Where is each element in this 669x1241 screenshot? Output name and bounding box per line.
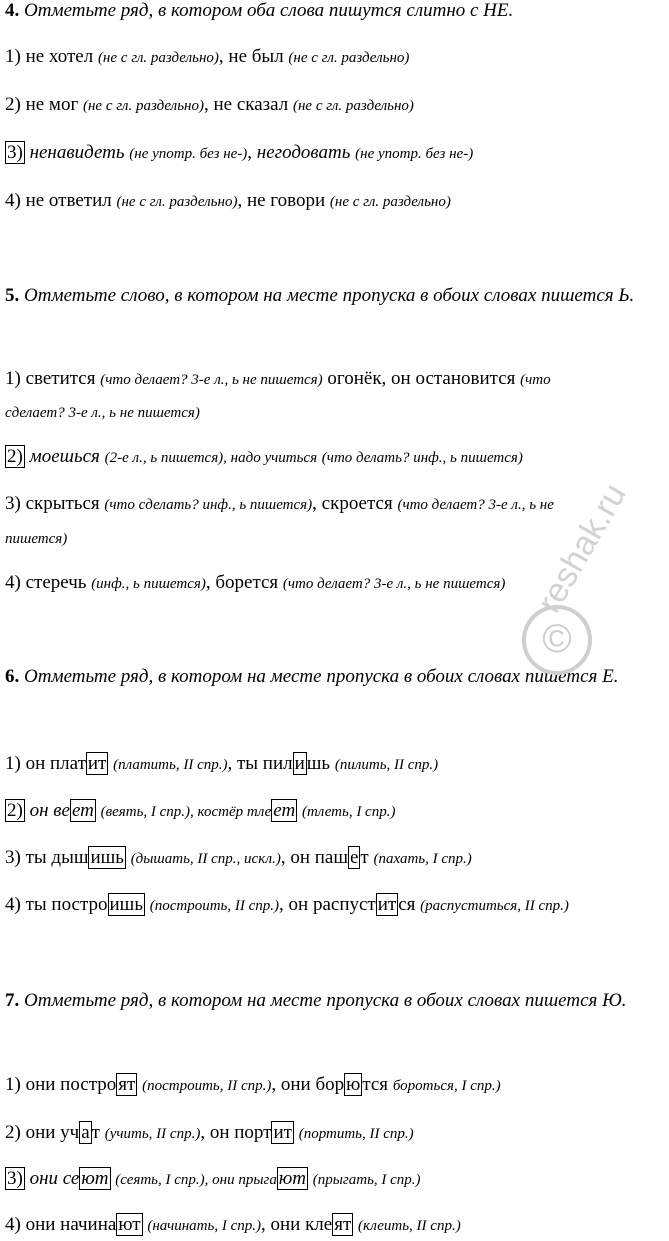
- word: ненавидеть: [29, 142, 125, 163]
- ending-box: е: [349, 847, 359, 868]
- word: 3) скрыться: [5, 493, 100, 514]
- ending-box: ют: [81, 1168, 109, 1189]
- ending-box: ит: [273, 1122, 292, 1143]
- comment: (портить, II спр.): [298, 1126, 414, 1142]
- word: , скроется: [312, 493, 393, 514]
- answer-7-1: [5, 1073, 665, 1098]
- word-part: 1) он плат: [5, 753, 86, 774]
- answer-5-1: [5, 367, 665, 392]
- word: не говори: [246, 190, 326, 211]
- comment: (не с гл. раздельно): [329, 194, 451, 210]
- word-part: , ты пил: [227, 753, 293, 774]
- comment: (клеить, II спр.): [358, 1218, 461, 1234]
- word-part: 1) они постро: [5, 1074, 117, 1095]
- word: не мог: [25, 94, 79, 115]
- word-part: шь: [306, 753, 331, 774]
- answer-6-1: [5, 752, 665, 777]
- word-part: , он порт: [200, 1122, 272, 1143]
- answer-4-4: [5, 189, 665, 214]
- answer-5-1-cont: [5, 400, 665, 425]
- word-part: , они кле: [260, 1214, 333, 1235]
- word-part: , он распуст: [279, 894, 376, 915]
- word: моешься: [29, 446, 100, 467]
- comment: (что: [520, 372, 551, 388]
- answer-7-2: [5, 1121, 665, 1146]
- ending-box: ет: [273, 800, 296, 821]
- ending-box: ит: [377, 894, 397, 915]
- comment: (не с гл. раздельно): [116, 194, 238, 210]
- comment: (что делает? 3-е л., ь не: [397, 497, 554, 513]
- ending-box: ит: [87, 753, 107, 774]
- question-text: Отметьте ряд, в котором на месте пропуска в обоих словах пишется Ю.: [24, 990, 627, 1011]
- answer-4-3: [5, 141, 665, 166]
- answer-6-3: [5, 846, 665, 871]
- word-part: , они бор: [271, 1074, 345, 1095]
- word-part: , он паш: [280, 847, 348, 868]
- comment: (не с гл. раздельно): [83, 98, 204, 114]
- word-part: они се: [29, 1168, 80, 1189]
- word: огонёк, он остановится: [327, 368, 516, 389]
- question-text: Отметьте ряд, в котором оба слова пишутся слитно с НЕ.: [24, 0, 514, 21]
- ending-box: ят: [334, 1214, 352, 1235]
- copyright-icon: ©: [522, 605, 592, 675]
- ending-box: ют: [118, 1214, 141, 1235]
- word-part: 2) они уч: [5, 1122, 80, 1143]
- option-number: 4): [5, 190, 21, 211]
- ending-box: ишь: [109, 894, 143, 915]
- option-number: 2): [5, 94, 21, 115]
- comment: (не употр. без не-): [355, 146, 474, 162]
- comment: бороться, I спр.): [392, 1078, 501, 1094]
- word-part: он ве: [29, 800, 70, 821]
- ending-box: ют: [278, 1168, 306, 1189]
- word: не был: [228, 46, 284, 67]
- comment: (что делать? инф., ь пишется): [321, 450, 523, 466]
- question-text: Отметьте слово, в котором на месте пропуска в обоих словах пишется Ь.: [24, 285, 635, 306]
- comment: (построить, II спр.): [142, 1078, 272, 1094]
- comment: (платить, II спр.): [113, 757, 228, 773]
- comment: (инф., ь пишется): [91, 576, 206, 592]
- word-part: ся: [398, 894, 416, 915]
- question-number: 4.: [5, 0, 20, 21]
- answer-7-3: [5, 1167, 665, 1192]
- comment: (учить, II спр.): [104, 1126, 201, 1142]
- comment: (прыгать, I спр.): [312, 1172, 421, 1188]
- word: не хотел: [25, 46, 94, 67]
- question-7: [5, 984, 665, 1017]
- question-number: 7.: [5, 990, 20, 1011]
- word-part: т: [360, 847, 369, 868]
- separator: ,: [247, 142, 253, 163]
- comment: (начинать, I спр.): [147, 1218, 261, 1234]
- answer-6-2: [5, 799, 665, 824]
- comment: (построить, II спр.): [149, 898, 280, 914]
- comment: (не с гл. раздельно): [288, 50, 410, 66]
- word-part: 3) ты дыш: [5, 847, 89, 868]
- comment: (не с гл. раздельно): [97, 50, 219, 66]
- question-text: Отметьте ряд, в котором на месте пропуска в обоих словах пишется Е.: [24, 666, 619, 687]
- comment: (что делает? 3-е л., ь не пишется): [100, 372, 323, 388]
- word: негодовать: [256, 142, 351, 163]
- comment: (что сделать? инф., ь пишется): [104, 497, 313, 513]
- comment: (дышать, II спр., искл.): [130, 851, 281, 867]
- question-4: [5, 0, 665, 27]
- word: 1) светится: [5, 368, 96, 389]
- comment: сделает? 3-е л., ь не пишется): [5, 405, 200, 421]
- answer-5-2: [5, 445, 665, 470]
- comment: (пилить, II спр.): [334, 757, 439, 773]
- answer-4-2: [5, 93, 665, 118]
- word-part: 4) они начина: [5, 1214, 117, 1235]
- word: 4) стеречь: [5, 572, 87, 593]
- ending-box: ет: [71, 800, 94, 821]
- selected-option-number: 3): [7, 1168, 23, 1189]
- word-part: т: [91, 1122, 100, 1143]
- comment: (сеять, I спр.), они прыга: [115, 1172, 277, 1188]
- comment: (тлеть, I спр.): [301, 804, 396, 820]
- separator: ,: [237, 190, 243, 211]
- option-number: 1): [5, 46, 21, 67]
- word-part: тся: [362, 1074, 389, 1095]
- comment: (2-е л., ь пишется), надо учиться: [104, 450, 318, 466]
- separator: ,: [218, 46, 224, 67]
- answer-5-3: [5, 492, 665, 517]
- selected-option-number: 2): [7, 800, 23, 821]
- answer-4-1: [5, 45, 665, 70]
- comment: (распуститься, II спр.): [420, 898, 569, 914]
- answer-7-4: [5, 1213, 665, 1238]
- comment: (не с гл. раздельно): [292, 98, 414, 114]
- answer-6-4: [5, 893, 665, 918]
- separator: ,: [203, 94, 209, 115]
- ending-box: ят: [118, 1074, 136, 1095]
- word: , борется: [205, 572, 279, 593]
- comment: (пахать, I спр.): [373, 851, 472, 867]
- word-part: 4) ты постро: [5, 894, 108, 915]
- selected-option-number: 2): [7, 446, 23, 467]
- comment: (что делает? 3-е л., ь не пишется): [282, 576, 506, 592]
- watermark-text: reshak.ru: [530, 477, 634, 619]
- question-number: 5.: [5, 285, 20, 306]
- comment: пишется): [5, 531, 68, 547]
- ending-box: ю: [346, 1074, 361, 1095]
- ending-box: а: [81, 1122, 90, 1143]
- ending-box: и: [294, 753, 305, 774]
- question-number: 6.: [5, 666, 20, 687]
- ending-box: ишь: [90, 847, 124, 868]
- comment: (не употр. без не-): [129, 146, 248, 162]
- selected-option-number: 3): [7, 142, 23, 163]
- word: не ответил: [25, 190, 112, 211]
- word: не сказал: [213, 94, 289, 115]
- question-5: [5, 279, 665, 312]
- comment: (веять, I спр.), костёр тле: [100, 804, 272, 820]
